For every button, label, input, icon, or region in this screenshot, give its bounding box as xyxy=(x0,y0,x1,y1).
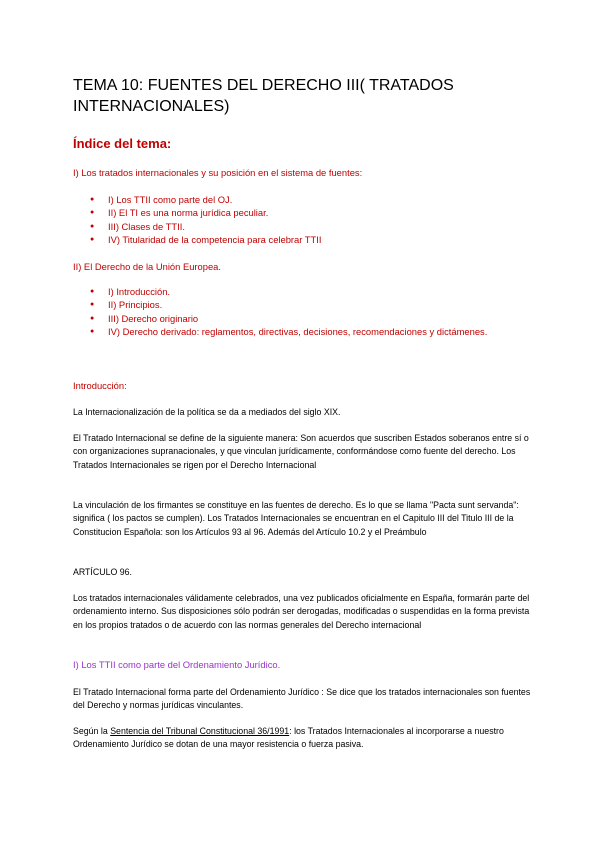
paragraph-6-pre: Según la xyxy=(73,726,111,736)
list-item: ● II) Principios. xyxy=(90,298,510,311)
list-item: ● IV) Derecho derivado: reglamentos, directivas, decisiones, recomendaciones y dictámenes. xyxy=(90,325,510,338)
intro-heading: Introducción: xyxy=(73,380,127,391)
index-heading: Índice del tema: xyxy=(73,136,172,151)
list-item: ● III) Derecho originario xyxy=(90,312,510,325)
section1-heading: I) Los tratados internacionales y su posición en el sistema de fuentes: xyxy=(73,167,363,178)
paragraph-6 xyxy=(73,725,531,752)
article-heading: ARTÍCULO 96. xyxy=(73,567,132,577)
subsection-heading: I) Los TTII como parte del Ordenamiento Jurídico. xyxy=(73,659,281,670)
section1-list xyxy=(90,193,510,247)
paragraph-3: La vinculación de los firmantes se constituye en las fuentes de derecho. Es lo que se llama "Pacta sunt servanda": significa ( los pactos se cumplen). Los Tratados Internacionales se encuentran en el Capitulo III del Titulo III de la Constitucion Española: son los Artículos 93 al 96. Además del Artículo 10.2 y el Preámbulo xyxy=(73,500,519,537)
list-item: ● I) Introducción. xyxy=(90,285,510,298)
document-title: TEMA 10: FUENTES DEL DERECHO III( TRATADOS INTERNACIONALES) xyxy=(73,77,454,115)
paragraph-2: El Tratado Internacional se define de la siguiente manera: Son acuerdos que suscriben Estados soberanos entre sí o con organizaciones supranacionales, y que vinculan jurídicamente, conformándose como fuente del derecho. Los Tratados Internacionales se rigen por el Derecho Internacional xyxy=(73,433,529,470)
paragraph-5: El Tratado Internacional forma parte del Ordenamiento Jurídico : Se dice que los tratados internacionales son fuentes del Derecho y normas jurídicas vinculantes. xyxy=(73,687,531,711)
list-item: ● IV) Titularidad de la competencia para celebrar TTII xyxy=(90,233,510,246)
section2-list xyxy=(90,285,510,339)
list-item: ● I) Los TTII como parte del OJ. xyxy=(90,193,510,206)
paragraph-6-post: : los Tratados Internacionales al incorporarse a nuestro Ordenamiento Jurídico se dotan de una mayor resistencia o fuerza pasiva. xyxy=(73,726,504,750)
list-item: ● III) Clases de TTII. xyxy=(90,220,510,233)
paragraph-1: La Internacionalización de la política se da a mediados del siglo XIX. xyxy=(73,407,341,417)
paragraph-4: Los tratados internacionales válidamente celebrados, una vez publicados oficialmente en España, formarán parte del ordenamiento interno. Sus disposiciones sólo podrán ser derogadas, modificadas o suspendidas en la forma prevista en los propios tratados o de acuerdo con las normas generales del Derecho internacional xyxy=(73,593,530,630)
sentence-reference-link[interactable]: Sentencia del Tribunal Constitucional 36/1991 xyxy=(110,726,290,736)
list-item: ● II) El TI es una norma jurídica peculiar. xyxy=(90,206,510,219)
section2-heading: II) El Derecho de la Unión Europea. xyxy=(73,261,221,272)
